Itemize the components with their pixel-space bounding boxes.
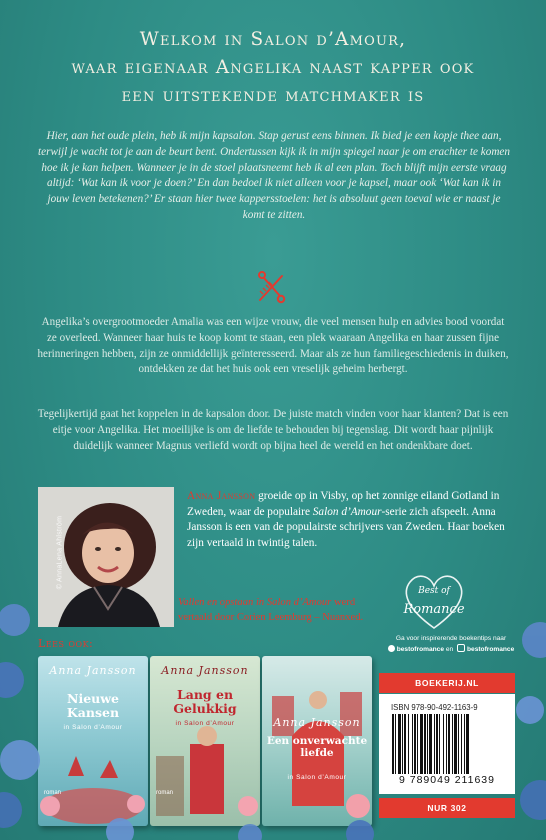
social-info-and: en <box>444 646 455 653</box>
barcode-bar <box>454 714 457 774</box>
book-1-author: Anna Jansson <box>49 664 137 677</box>
book-2-subtitle: in Salon d’Amour <box>175 720 235 727</box>
facebook-handle[interactable]: bestofromance <box>396 646 444 653</box>
translator-text: werd vertaald door Corien Leemburg – Nuanxed. <box>178 597 364 623</box>
social-info-line-2 <box>376 644 526 655</box>
translator-book-title: Vallen en opstaan in Salon d’Amour <box>178 597 332 608</box>
book-3-author: Anna Jansson <box>273 716 361 729</box>
cover-heading <box>20 26 526 110</box>
barcode-bar <box>448 714 450 774</box>
heart-logo-icon <box>396 568 472 634</box>
barcode-bar <box>434 714 435 774</box>
bio-series-name: Salon d’Amour <box>312 505 382 518</box>
author-photo <box>38 487 174 627</box>
barcode-bar <box>395 714 396 774</box>
barcode-bar <box>466 714 469 774</box>
barcode-bar <box>392 714 394 774</box>
barcode-bar <box>402 714 403 774</box>
barcode-bar <box>414 714 416 774</box>
badge-bottom-text: Romance <box>403 602 465 617</box>
heading-line-2: waar eigenaar Angelika naast kapper ook <box>71 57 475 78</box>
scissors-comb-icon <box>254 270 290 306</box>
description-paragraph-2: Tegelijkertijd gaat het koppelen in de kapsalon door. De juiste match vinden voor haar klanten? Dat is een eitje voor Angelika. Het moeilijke is om de liefde te behouden bij tegenslag. Dit wordt haar pijnlijk duidelijk wanneer Magnus verliefd wordt op bijna heel de wereld en het ondenkbare doet. <box>37 408 509 452</box>
book-1-subtitle: in Salon d’Amour <box>63 724 123 731</box>
heading-line-3: een uitstekende matchmaker is <box>121 85 425 106</box>
barcode-bar <box>398 714 401 774</box>
barcode-bar <box>458 714 459 774</box>
book-1-title: Nieuwe Kansen <box>66 691 120 720</box>
barcode-bar <box>429 714 432 774</box>
instagram-icon <box>457 644 465 652</box>
bio-text-2: -serie zich afspeelt. Anna Jansson is een van de populairste schrijvers van Zweden. Haar boeken zijn vertaald in twintig talen. <box>187 505 505 549</box>
barcode-bar <box>452 714 453 774</box>
lees-ook-heading: Lees ook: <box>38 637 94 650</box>
barcode-bar <box>443 714 444 774</box>
barcode-bar <box>404 714 406 774</box>
barcode-bar <box>446 714 447 774</box>
isbn-text: ISBN 978-90-492-1163-9 <box>391 703 478 712</box>
book-cover-lang-en-gelukkig <box>150 656 260 826</box>
barcode-bar <box>439 714 440 774</box>
book-cover-art <box>150 656 260 826</box>
barcode-bar <box>427 714 428 774</box>
photo-credit: © AnnaLena Ahlström <box>56 515 64 590</box>
description-paragraph-1: Angelika’s overgrootmoeder Amalia was een wijze vrouw, die veel mensen hulp en advies bood voordat ze overleed. Wanneer haar huis te koop komt te staan, een plek waaraan Angelika en haar zussen fijne herinneringen hebben, zijn ze onmiddellijk geïnteresseerd. Maar als ze hun familiegeschiedenis in duiken, ontdekken ze dat het huis ook een vreselijk geheim herbergt. <box>37 316 509 376</box>
badge-top-text: Best of <box>418 586 450 596</box>
book-3-subtitle: in Salon d’Amour <box>287 774 347 781</box>
barcode-bar <box>461 714 462 774</box>
translator-note <box>178 596 388 625</box>
book-cover-art <box>38 656 148 826</box>
facebook-icon <box>388 645 395 652</box>
social-info <box>376 634 526 655</box>
barcode-bar <box>424 714 426 774</box>
barcode-digits: 9 789049 211639 <box>399 774 495 786</box>
barcode-icon <box>391 714 503 774</box>
book-2-title: Lang en Gelukkig <box>173 687 237 716</box>
publisher-label: BOEKERIJ.NL <box>379 673 515 693</box>
book-2-author: Anna Jansson <box>161 664 249 677</box>
bio-text-1: groeide op in Visby, op het zonnige eiland Gotland in Zweden, waar de populaire <box>187 490 500 518</box>
nur-label: NUR 302 <box>379 798 515 818</box>
author-name: Anna Jansson <box>187 490 256 502</box>
book-3-title: Een onverwachte liefde <box>266 735 368 759</box>
barcode-bar <box>420 714 423 774</box>
author-bio <box>187 489 523 551</box>
barcode-bar <box>408 714 409 774</box>
barcode-box <box>379 694 515 794</box>
barcode-bar <box>412 714 413 774</box>
book-1-label: roman <box>44 790 62 796</box>
book-cover-nieuwe-kansen <box>38 656 148 826</box>
barcode-bar <box>417 714 418 774</box>
barcode-bar <box>464 714 465 774</box>
heading-line-1: Welkom in Salon d’Amour, <box>139 29 407 50</box>
barcode-bar <box>436 714 438 774</box>
intro-text: Hier, aan het oude plein, heb ik mijn kapsalon. Stap gerust eens binnen. Ik bied je een kopje thee aan, terwijl je wacht tot je aan de beurt bent. Ondertussen kijk ik in mijn spiegel naar je om erachter te komen hoe ik je kan helpen. Wanneer je in de stoel plaatsneemt heb ik al een plan. Toch blijft mijn eerste vraag altijd: ‘Wat kan ik voor je doen?’ En dan bedoel ik niet alleen voor je kapsel, maar ook ‘Wat kan ik in jouw leven betekenen?’ Er staan hier twee kappersstoelen: het is absoluut geen toeval wie er naast je komt te zitten. <box>38 130 510 221</box>
instagram-handle[interactable]: bestofromance <box>467 646 515 653</box>
best-of-romance-logo <box>396 568 472 634</box>
book-cover-een-onverwachte-liefde <box>262 656 372 826</box>
social-info-line-1: Ga voor inspirerende boekentips naar <box>395 635 507 642</box>
book-2-label: roman <box>156 790 174 796</box>
